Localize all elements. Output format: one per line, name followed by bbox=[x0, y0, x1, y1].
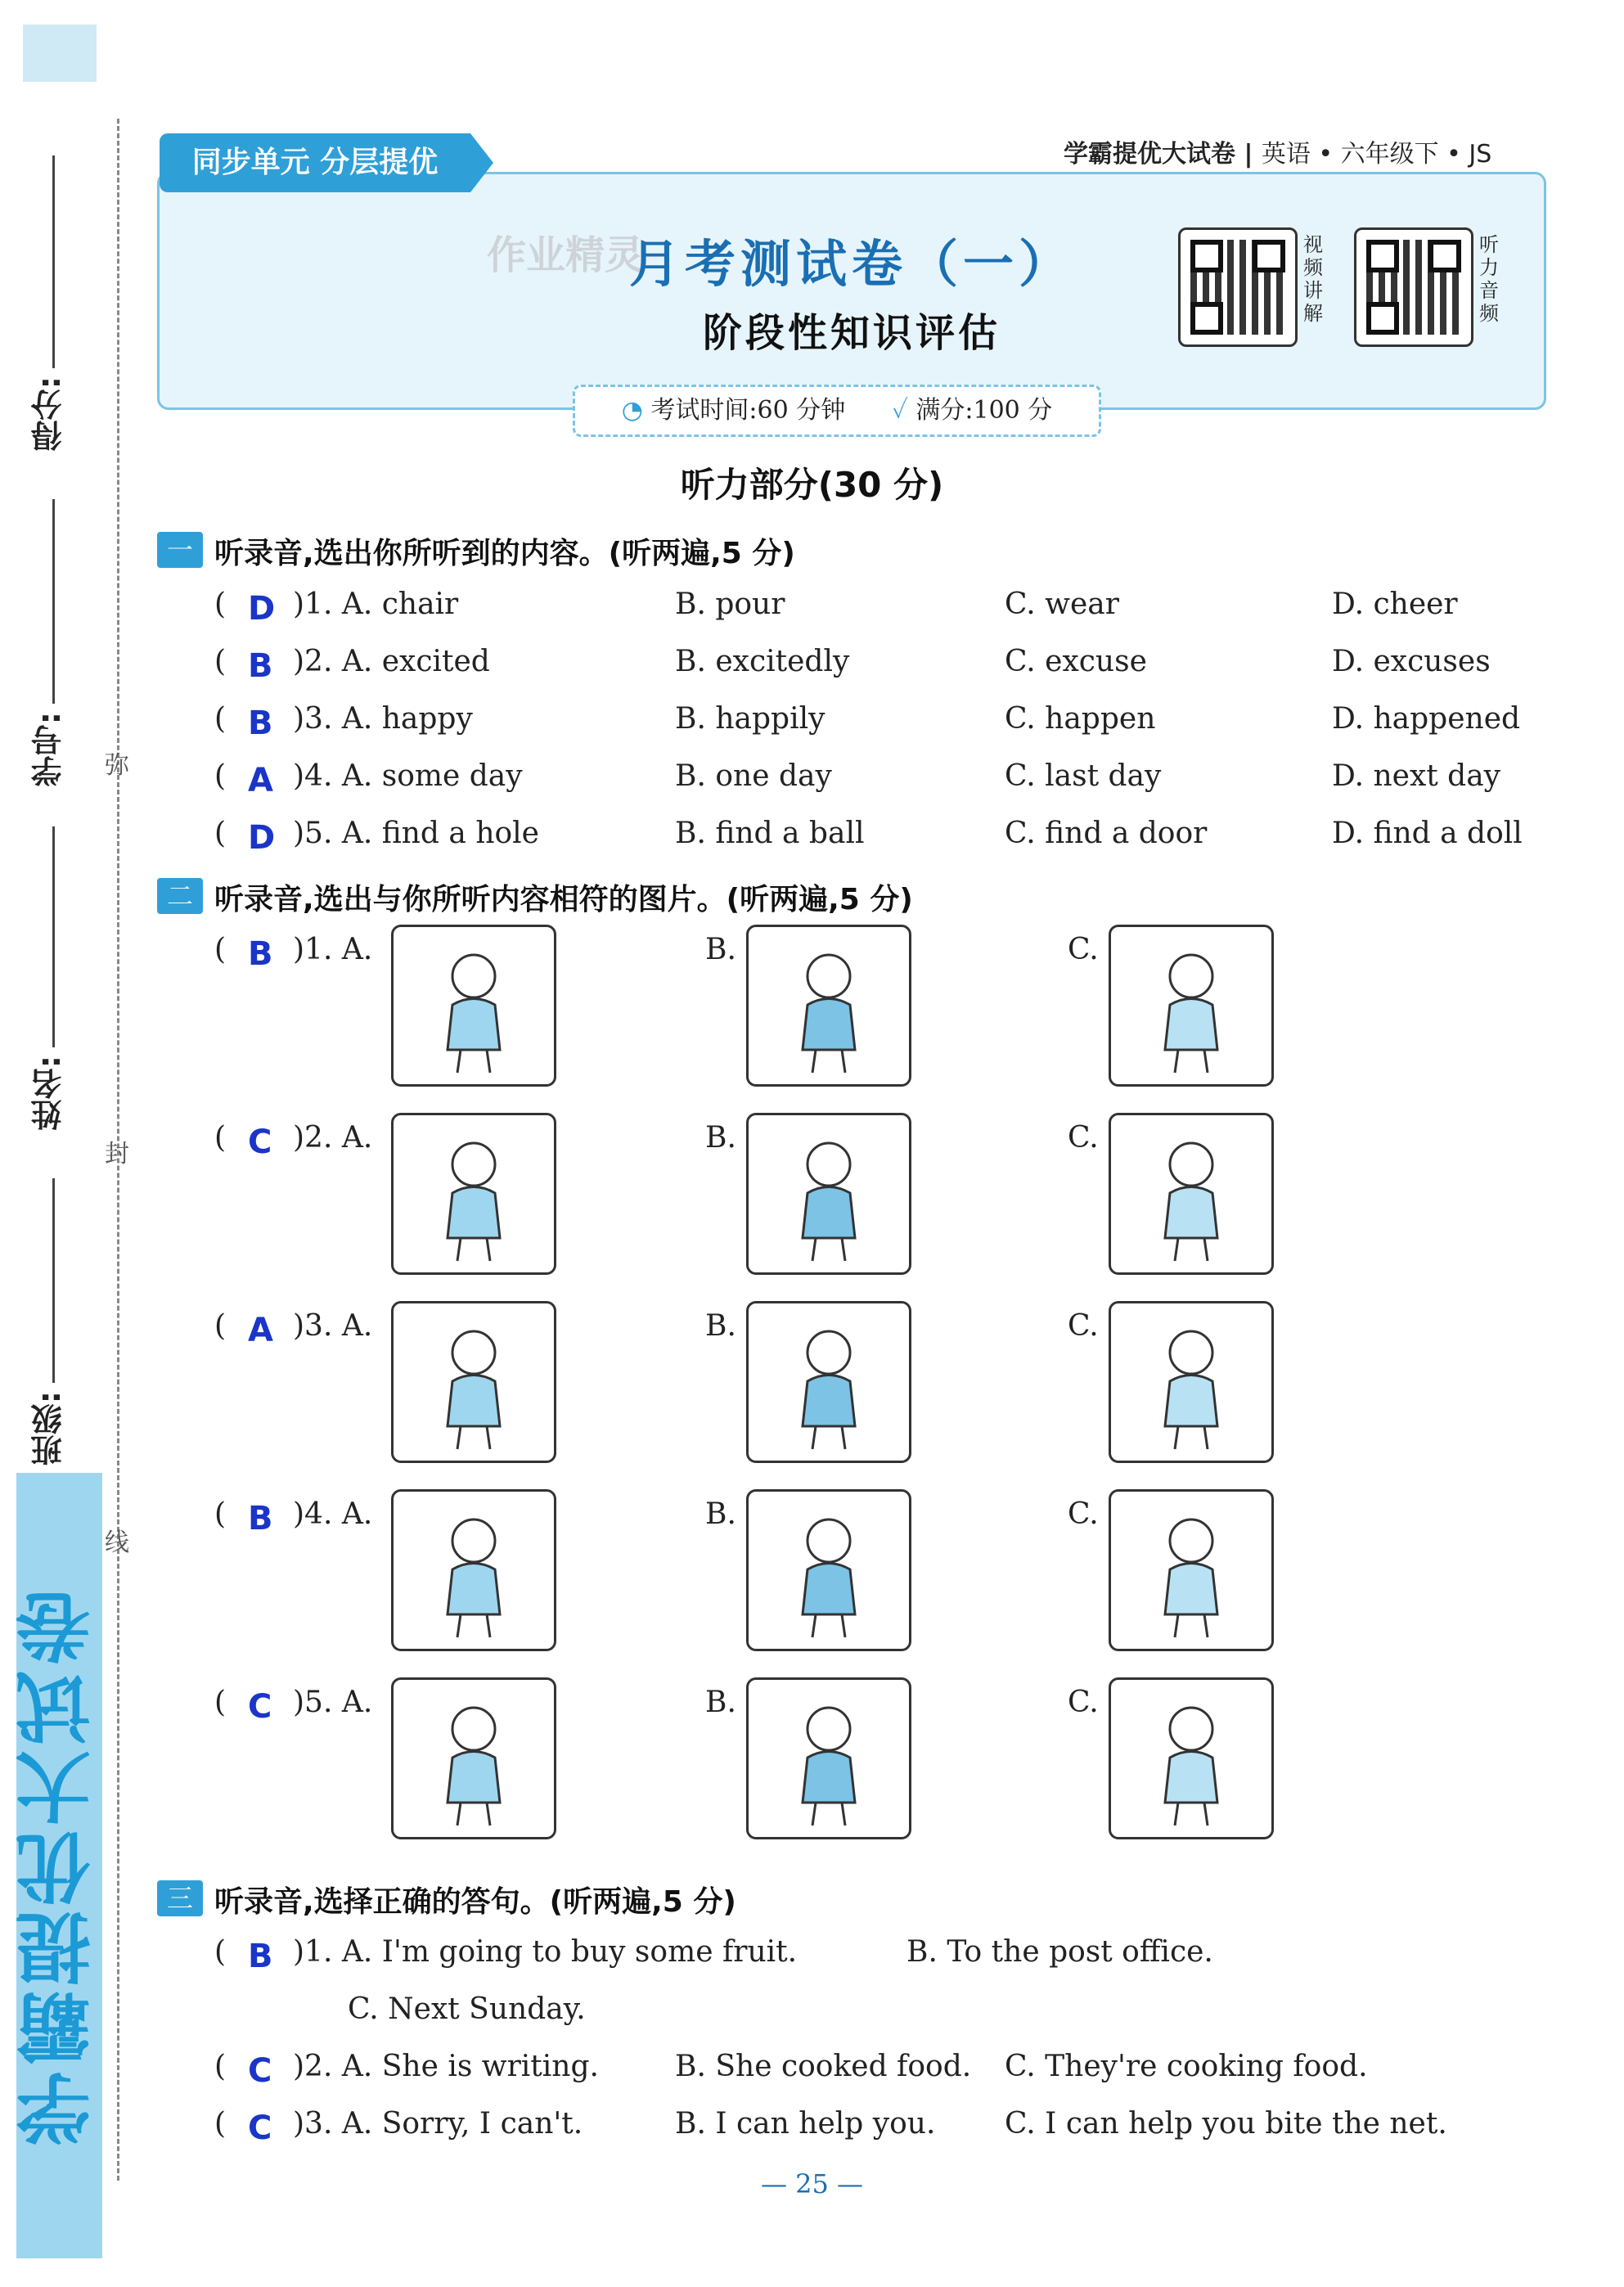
s1-row-open: ( bbox=[214, 702, 227, 736]
s3-q1-option-a: )1. A. I'm going to buy some fruit. bbox=[293, 1935, 798, 1969]
qr-video-label: 视频讲解 bbox=[1303, 233, 1323, 325]
s2-row-option-b: B. bbox=[705, 933, 736, 966]
seal-char-2: 封 bbox=[105, 1140, 129, 1168]
s3-q2-answer[interactable]: C bbox=[248, 2052, 272, 2090]
watermark: 作业精灵 bbox=[487, 232, 645, 278]
section1-badge: 一 bbox=[157, 532, 203, 568]
s1-row-option-b: B. happily bbox=[675, 702, 825, 736]
page-number: — 25 — bbox=[760, 2168, 864, 2199]
s2-row-option-c: C. bbox=[1068, 933, 1099, 966]
s2-row-answer[interactable]: C bbox=[248, 1688, 272, 1726]
s1-row-open: ( bbox=[214, 817, 227, 850]
s1-row-option-d: D. cheer bbox=[1332, 588, 1458, 621]
s2-picture-b[interactable] bbox=[746, 1113, 911, 1275]
s3-q3-answer[interactable]: C bbox=[248, 2109, 272, 2147]
qr-code-video[interactable] bbox=[1178, 227, 1323, 347]
s2-row-option-a: )4. A. bbox=[293, 1497, 373, 1531]
s1-row-option-c: C. happen bbox=[1005, 702, 1156, 736]
s1-row-option-a: )4. A. some day bbox=[293, 759, 523, 793]
s3-q3-option-a: )3. A. Sorry, I can't. bbox=[293, 2107, 583, 2141]
seal-char-3: 线 bbox=[105, 1528, 129, 1557]
s3-q2-option-c: C. They're cooking food. bbox=[1005, 2050, 1368, 2083]
s2-picture-c[interactable] bbox=[1109, 1113, 1274, 1275]
s2-row-open: ( bbox=[214, 1121, 227, 1155]
qr-audio-label: 听力音频 bbox=[1479, 233, 1499, 325]
seal-char-1: 弥 bbox=[105, 751, 129, 780]
s2-row-open: ( bbox=[214, 1309, 227, 1343]
brand-vertical-banner: 学霸提优大试卷 bbox=[16, 1473, 102, 2258]
s2-picture-b[interactable] bbox=[746, 1677, 911, 1839]
part-title: 听力部分(30 分) bbox=[680, 465, 944, 505]
s2-row-option-b: B. bbox=[705, 1686, 736, 1719]
s1-row-option-d: D. find a doll bbox=[1332, 817, 1523, 850]
s3-q1-option-b: B. To the post office. bbox=[906, 1935, 1213, 1969]
series-title: 学霸提优大试卷 | 英语 • 六年级下 • JS bbox=[1064, 140, 1492, 169]
s1-row-option-c: C. last day bbox=[1005, 759, 1162, 793]
field-score-line bbox=[52, 155, 55, 368]
s2-row-option-a: )5. A. bbox=[293, 1686, 373, 1719]
s2-row-option-a: )3. A. bbox=[293, 1309, 373, 1343]
s1-row-open: ( bbox=[214, 759, 227, 793]
s2-picture-c[interactable] bbox=[1109, 1489, 1274, 1651]
s2-row-open: ( bbox=[214, 933, 227, 966]
s3-q2-open: ( bbox=[214, 2050, 227, 2083]
s2-picture-a[interactable] bbox=[391, 1489, 556, 1651]
s2-picture-c[interactable] bbox=[1109, 1677, 1274, 1839]
s1-row-option-b: B. find a ball bbox=[675, 817, 865, 850]
s1-row-answer[interactable]: D bbox=[248, 819, 276, 857]
corner-stripe bbox=[23, 25, 97, 82]
full-score: 满分:100 分 bbox=[915, 396, 1053, 425]
s1-row-option-c: C. find a door bbox=[1005, 817, 1208, 850]
s1-row-open: ( bbox=[214, 645, 227, 678]
clock-icon: ◔ bbox=[621, 396, 643, 425]
s2-row-open: ( bbox=[214, 1497, 227, 1531]
series-info: 英语 • 六年级下 • JS bbox=[1261, 140, 1492, 169]
s3-q1-option-c: C. Next Sunday. bbox=[348, 1992, 586, 2026]
s2-row-option-a: )1. A. bbox=[293, 933, 373, 966]
section3-badge: 三 bbox=[157, 1880, 203, 1916]
field-class-line bbox=[52, 1178, 55, 1383]
s2-picture-b[interactable] bbox=[746, 1489, 911, 1651]
s3-q3-option-b: B. I can help you. bbox=[675, 2107, 936, 2141]
s1-row-option-b: B. one day bbox=[675, 759, 832, 793]
s1-row-answer[interactable]: B bbox=[248, 705, 273, 742]
s2-row-option-c: C. bbox=[1068, 1121, 1099, 1155]
s3-q1-answer[interactable]: B bbox=[248, 1938, 273, 1975]
field-name-line bbox=[52, 826, 55, 1047]
s2-picture-b[interactable] bbox=[746, 1301, 911, 1463]
s2-picture-a[interactable] bbox=[391, 1113, 556, 1275]
s3-q2-option-a: )2. A. She is writing. bbox=[293, 2050, 599, 2083]
s3-q3-open: ( bbox=[214, 2107, 227, 2141]
s1-row-answer[interactable]: D bbox=[248, 590, 276, 628]
s3-q3-option-c: C. I can help you bite the net. bbox=[1005, 2107, 1447, 2141]
s2-row-answer[interactable]: A bbox=[248, 1312, 273, 1349]
check-icon: ✓ bbox=[892, 396, 908, 425]
s1-row-option-c: C. wear bbox=[1005, 588, 1119, 621]
s1-row-answer[interactable]: A bbox=[248, 762, 273, 799]
s2-picture-b[interactable] bbox=[746, 925, 911, 1087]
section2-title: 听录音,选出与你所听内容相符的图片。(听两遍,5 分) bbox=[214, 883, 913, 916]
s1-row-option-c: C. excuse bbox=[1005, 645, 1147, 678]
s1-row-option-a: )5. A. find a hole bbox=[293, 817, 539, 850]
s2-row-answer[interactable]: C bbox=[248, 1123, 272, 1161]
section1-title: 听录音,选出你所听到的内容。(听两遍,5 分) bbox=[214, 537, 795, 570]
exam-time: 考试时间:60 分钟 bbox=[650, 396, 846, 425]
s2-picture-a[interactable] bbox=[391, 1301, 556, 1463]
s2-picture-a[interactable] bbox=[391, 925, 556, 1087]
s1-row-answer[interactable]: B bbox=[248, 647, 273, 685]
s1-row-open: ( bbox=[214, 588, 227, 621]
s2-row-option-b: B. bbox=[705, 1309, 736, 1343]
s2-picture-c[interactable] bbox=[1109, 925, 1274, 1087]
s2-picture-c[interactable] bbox=[1109, 1301, 1274, 1463]
s3-q1-open: ( bbox=[214, 1935, 227, 1969]
s1-row-option-a: )1. A. chair bbox=[293, 588, 459, 621]
s2-row-option-b: B. bbox=[705, 1497, 736, 1531]
s1-row-option-b: B. pour bbox=[675, 588, 785, 621]
field-score-label: 得分: bbox=[31, 376, 67, 452]
field-student-id-label: 学号: bbox=[31, 712, 67, 787]
s1-row-option-d: D. next day bbox=[1332, 759, 1501, 793]
s2-row-option-b: B. bbox=[705, 1121, 736, 1155]
section3-title: 听录音,选择正确的答句。(听两遍,5 分) bbox=[214, 1885, 736, 1919]
exam-subtitle: 阶段性知识评估 bbox=[702, 310, 1001, 356]
unit-tag: 同步单元 分层提优 bbox=[160, 133, 470, 192]
s2-row-option-a: )2. A. bbox=[293, 1121, 373, 1155]
field-name-label: 姓名: bbox=[31, 1056, 67, 1131]
field-class-label: 班级: bbox=[31, 1391, 67, 1466]
section2-badge: 二 bbox=[157, 878, 203, 914]
s2-row-option-c: C. bbox=[1068, 1497, 1099, 1531]
s2-row-option-c: C. bbox=[1068, 1686, 1099, 1719]
field-student-id-line bbox=[52, 499, 55, 704]
title-header-box bbox=[157, 172, 1546, 410]
s1-row-option-d: D. excuses bbox=[1332, 645, 1491, 678]
s1-row-option-d: D. happened bbox=[1332, 702, 1521, 736]
exam-title: 月考测试卷（一） bbox=[628, 234, 1074, 294]
s2-row-open: ( bbox=[214, 1686, 227, 1719]
s2-row-option-c: C. bbox=[1068, 1309, 1099, 1343]
s3-q2-option-b: B. She cooked food. bbox=[675, 2050, 972, 2083]
s2-row-answer[interactable]: B bbox=[248, 935, 273, 973]
s1-row-option-a: )2. A. excited bbox=[293, 645, 490, 678]
s1-row-option-a: )3. A. happy bbox=[293, 702, 473, 736]
s2-picture-a[interactable] bbox=[391, 1677, 556, 1839]
s1-row-option-b: B. excitedly bbox=[675, 645, 850, 678]
s2-row-answer[interactable]: B bbox=[248, 1500, 273, 1537]
series-brand: 学霸提优大试卷 bbox=[1064, 140, 1235, 169]
qr-code-audio[interactable] bbox=[1354, 227, 1499, 347]
exam-info-box bbox=[573, 385, 1101, 437]
